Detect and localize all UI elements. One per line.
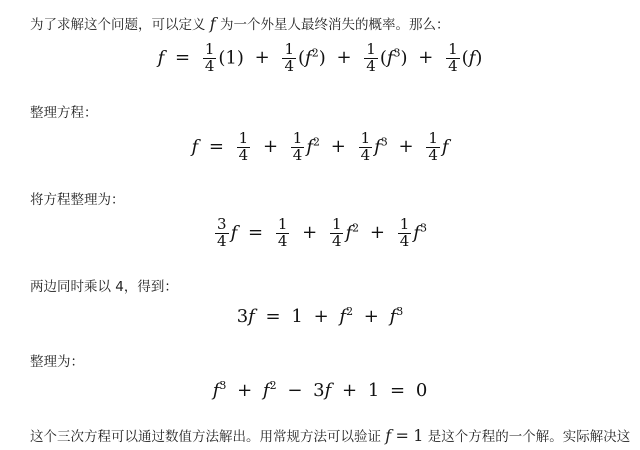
equation-4: $3f = 1 + f^2 + f^3$ — [236, 305, 404, 327]
eq2-frac-3: $\frac{1}{4}$ — [360, 129, 371, 164]
label-multiply: 两边同时乘以 4，得到： — [30, 279, 178, 295]
label-simplify: 整理方程： — [30, 105, 98, 121]
eq1-lhs: f — [157, 47, 165, 69]
equation-3: $\frac{3}{4}$ f = $\frac{1}{4}$ + $\frac{1}{4}$ $f^2$ + $\frac{1}{4}$ $f^3$ — [217, 215, 427, 250]
final-text-pre: 这个三次方程可以通过数值方法解出。用常规方法可以验证 — [30, 429, 381, 445]
eq2-frac-2: $\frac{1}{4}$ — [292, 129, 303, 164]
eq2-frac-1: $\frac{1}{4}$ — [238, 129, 249, 164]
eq1-frac-1: $\frac{1}{4}$ — [204, 40, 215, 75]
eq1-equals: = — [175, 47, 191, 69]
equation-1: f = $\frac{1}{4}$ (1) + $\frac{1}{4}$ $(f^2)$ + $\frac{1}{4}$ $(f^3)$ + $\frac{1}{4}$ (f) — [157, 40, 483, 75]
label-rearrange: 将方程整理为： — [30, 192, 125, 208]
intro-text-post: 为一个外星人最终消失的概率。那么： — [220, 17, 450, 33]
eq3-frac-3: $\frac{1}{4}$ — [399, 215, 410, 250]
final-text-post: 是这个方程的一个解。实际解决这 — [427, 429, 631, 445]
final-line: 这个三次方程可以通过数值方法解出。用常规方法可以验证 f = 1 是这个方程的一个解。实际解决这 — [30, 426, 631, 445]
eq3-frac-1: $\frac{1}{4}$ — [277, 215, 288, 250]
eq2-lhs: f — [191, 136, 199, 158]
equation-2: f = $\frac{1}{4}$ + $\frac{1}{4}$ $f^2$ + $\frac{1}{4}$ $f^3$ + $\frac{1}{4}$ f — [191, 129, 449, 164]
intro-variable: f — [209, 14, 216, 33]
label-organize: 整理为： — [30, 354, 84, 370]
eq1-frac-3: $\frac{1}{4}$ — [366, 40, 376, 75]
eq2-frac-4: $\frac{1}{4}$ — [428, 129, 438, 164]
intro-line — [30, 13, 450, 33]
eq1-term-1: (1) — [218, 47, 244, 69]
eq3-lhs-frac: $\frac{3}{4}$ — [217, 215, 227, 250]
intro-text-pre: 为了求解这个问题，可以定义 — [30, 17, 206, 33]
eq1-frac-4: $\frac{1}{4}$ — [448, 40, 458, 75]
equation-5: $f^3 + f^2 - 3f + 1 = 0$ — [212, 379, 428, 401]
eq1-frac-2: $\frac{1}{4}$ — [284, 40, 294, 75]
eq3-frac-2: $\frac{1}{4}$ — [331, 215, 342, 250]
